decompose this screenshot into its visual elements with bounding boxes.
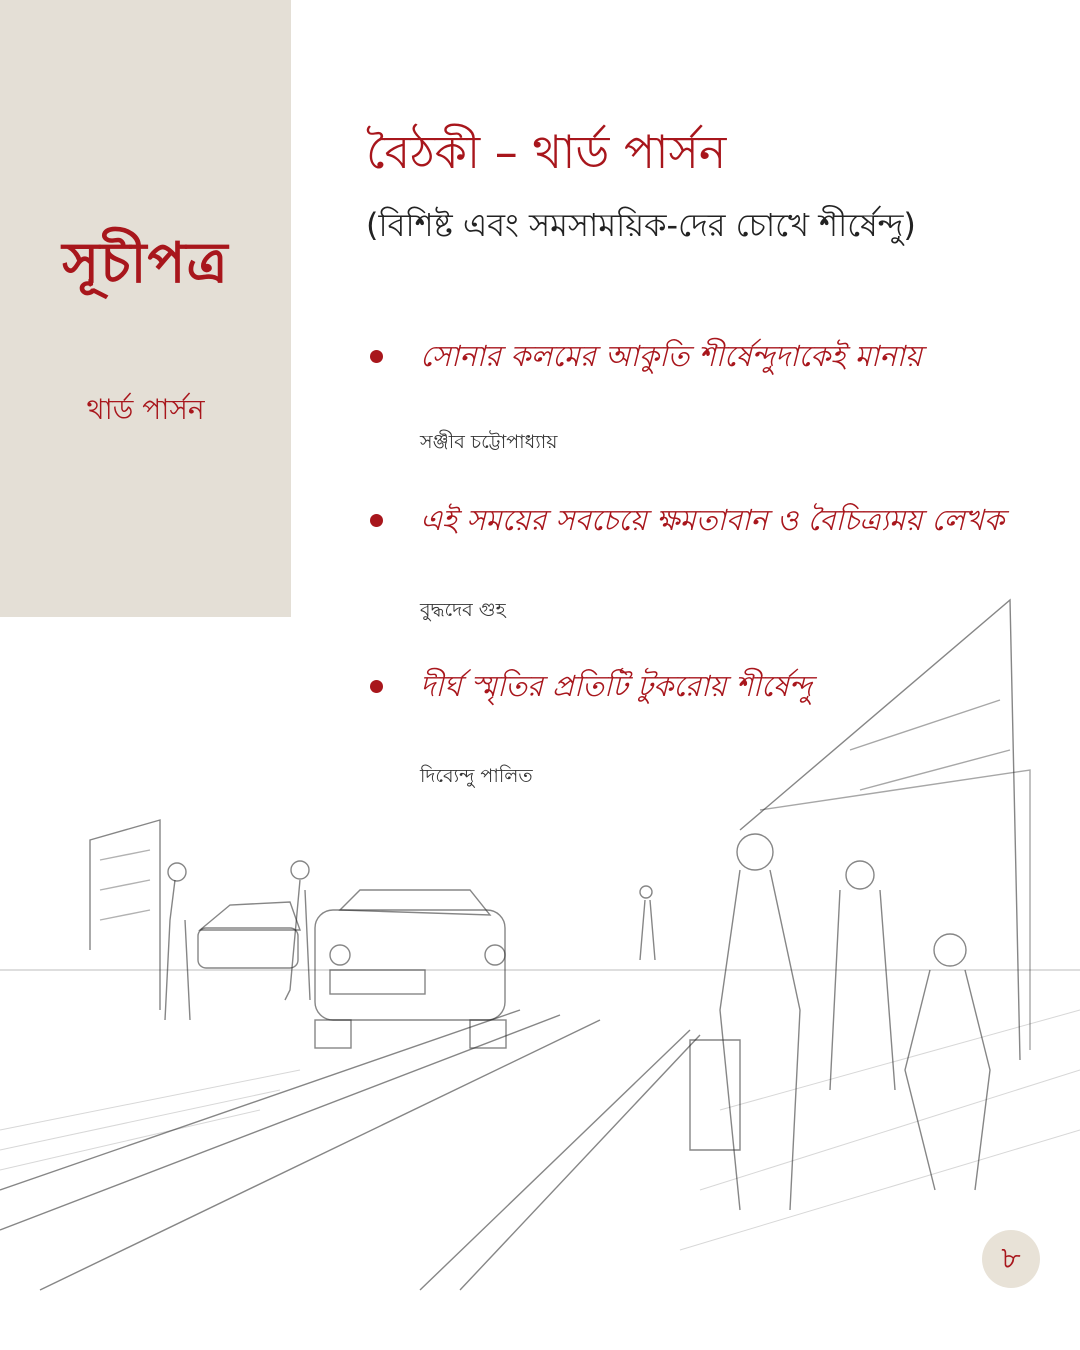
bullet-icon (370, 680, 383, 693)
entry-title[interactable]: এই সময়ের সবচেয়ে ক্ষমতাবান ও বৈচিত্র্যময় লেখক (420, 503, 1005, 537)
page-number-badge: ৮ (982, 1230, 1040, 1288)
sidebar-panel (0, 0, 291, 617)
bullet-icon (370, 514, 383, 527)
page-title: বৈঠকী – থার্ড পার্সন (366, 125, 727, 179)
entry-author: দিব্যেন্দু পালিত (420, 765, 533, 787)
bullet-icon (370, 350, 383, 363)
contents-heading: সূচীপত্র (62, 230, 229, 296)
entry-title[interactable]: দীর্ঘ স্মৃতির প্রতিটি টুকরোয় শীর্ষেন্দু (420, 669, 812, 703)
section-label: থার্ড পার্সন (86, 393, 205, 426)
entry-title[interactable]: সোনার কলমের আকুতি শীর্ষেন্দুদাকেই মানায় (420, 339, 923, 373)
entry-author: বুদ্ধদেব গুহ (420, 599, 506, 621)
entry-author: সঞ্জীব চট্টোপাধ্যায় (420, 431, 558, 453)
page-subtitle: (বিশিষ্ট এবং সমসাময়িক-দের চোখে শীর্ষেন্দু) (366, 206, 916, 244)
